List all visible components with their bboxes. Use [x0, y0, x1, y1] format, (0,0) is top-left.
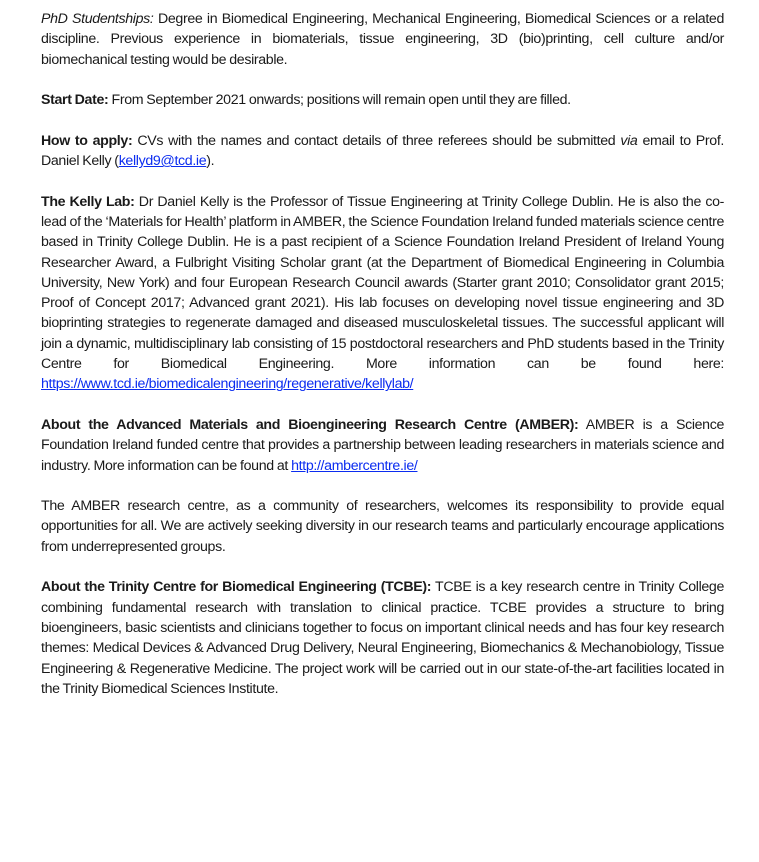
tcbe-heading: About the Trinity Centre for Biomedical Engineering (TCBE):	[41, 579, 432, 596]
email-link[interactable]: kellyd9@tcd.ie	[118, 153, 207, 170]
how-to-apply-text-end: ).	[206, 153, 215, 170]
tcbe-text: TCBE is a key research centre in Trinity College combining fundamental research with translation to clinical practice. TCBE provides a structure to bring bioengineers, basic scientists and clinicians together to focus on important clinical needs and has four key research themes: Medical Devices & Advanced Drug Delivery, Neural Engineering, Biomechanics & Mechanobiology, Tissue Engineering & Regenerative Medicine. The project work will be carried out in our state-of-the-art facilities located in the Trinity Biomedical Sciences Institute.	[41, 579, 724, 697]
start-date-heading: Start Date:	[41, 92, 109, 109]
amber-text: AMBER is a Science Foundation Ireland funded centre that provides a partnership between leading researchers in materials science and industry. More information can be found at	[41, 416, 724, 474]
start-date-text: From September 2021 onwards; positions will remain open until they are filled.	[108, 92, 571, 109]
equal-opportunities-text: The AMBER research centre, as a community of researchers, welcomes its responsibility to provide equal opportunities for all. We are actively seeking diversity in our research teams and particularly encourage applications from underrepresented groups.	[41, 498, 724, 555]
paragraph-tcbe	[41, 577, 724, 699]
phd-studentships-text: Degree in Biomedical Engineering, Mechanical Engineering, Biomedical Sciences or a related discipline. Previous experience in biomaterials, tissue engineering, 3D (bio)printing, cell culture and/or biomechanical testing would be desirable.	[41, 11, 724, 68]
paragraph-phd-studentships	[41, 9, 724, 70]
how-to-apply-text: CVs with the names and contact details of three referees should be submitted	[132, 132, 621, 149]
kelly-lab-link[interactable]: https://www.tcd.ie/biomedicalengineering/regenerative/kellylab/	[41, 376, 414, 393]
paragraph-how-to-apply	[41, 131, 724, 172]
how-to-apply-heading: How to apply:	[41, 132, 133, 149]
phd-studentships-heading: PhD Studentships:	[41, 11, 154, 27]
kelly-lab-heading: The Kelly Lab:	[41, 193, 135, 210]
amber-link[interactable]: http://ambercentre.ie/	[291, 457, 418, 474]
paragraph-kelly-lab	[41, 192, 724, 395]
paragraph-amber	[41, 415, 724, 476]
how-to-apply-text-mid: email to Prof. Daniel Kelly (	[41, 132, 725, 170]
via-text: via	[620, 132, 638, 149]
document-page	[41, 9, 724, 719]
paragraph-equal-opportunities	[41, 496, 724, 557]
paragraph-start-date	[41, 90, 724, 110]
kelly-lab-text: Dr Daniel Kelly is the Professor of Tissue Engineering at Trinity College Dublin. He is also the co-lead of the ‘Materials for Health’ platform in AMBER, the Science Foundation Ireland funded materials science centre based in Trinity College Dublin. He is a past recipient of a Science Foundation Ireland President of Ireland Young Researcher Award, a Fulbright Visiting Scholar grant (at the Department of Biomedical Engineering in Columbia University, New York) and four European Research Council awards (Starter grant 2010; Consolidator grant 2015; Proof of Concept 2017; Advanced grant 2021). His lab focuses on developing novel tissue engineering and 3D bioprinting strategies to regenerate damaged and diseased musculoskeletal tissues. The successful applicant will join a dynamic, multidisciplinary lab consisting of 15 postdoctoral researchers and PhD students based in the Trinity Centre for Biomedical Engineering. More information can be found here:	[41, 193, 724, 373]
amber-heading: About the Advanced Materials and Bioengineering Research Centre (AMBER):	[41, 416, 579, 433]
